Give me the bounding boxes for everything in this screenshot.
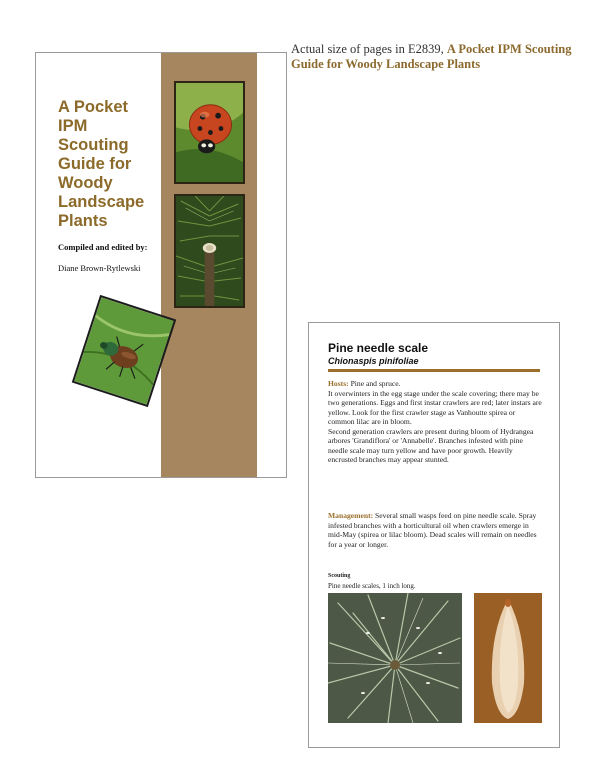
cover-title	[58, 98, 168, 231]
scale-closeup-photo	[474, 593, 542, 723]
ladybug-photo	[174, 81, 245, 184]
front-cover	[35, 52, 287, 478]
compiled-label: Compiled and edited by:	[58, 242, 148, 252]
cover-title-line: Woody	[58, 174, 113, 192]
cover-title-line: A Pocket	[58, 98, 128, 116]
hosts-text: Pine and spruce.	[350, 379, 401, 388]
photo-label: Scouting	[328, 573, 351, 579]
pine-needles-with-scale-photo	[328, 593, 462, 723]
hosts-label: Hosts:	[328, 379, 349, 388]
title-rule	[328, 369, 540, 372]
photo-caption: Pine needle scales, 1 inch long.	[328, 582, 416, 590]
management-section	[328, 511, 542, 549]
pine-needle-scale-photo	[174, 194, 245, 308]
page-title: Pine needle scale	[328, 341, 429, 355]
description-paragraph: Second generation crawlers are present during bloom of Hydrangea arbores 'Grandiflora' or 'Annabelle'. Branches infested with pine needle scale may turn yellow and have poor growth. Heavily encrusted branches may appear stunted.	[328, 426, 534, 464]
cover-title-line: IPM	[58, 117, 88, 135]
editor-name: Diane Brown-Rytlewski	[58, 263, 141, 273]
cover-title-line: Plants	[58, 212, 108, 230]
cover-title-line: Scouting	[58, 136, 129, 154]
cover-title-line: Guide for	[58, 155, 132, 173]
caption	[291, 42, 591, 72]
caption-prefix: Actual size of pages in E2839,	[291, 42, 444, 56]
sample-page	[308, 322, 560, 748]
management-text: Several small wasps feed on pine needle scale. Spray infested branches with a horticultural oil when crawlers emerge in mid-May (spirea or lilac bloom). Dead scales will remain on needles for a year or longer.	[328, 511, 537, 549]
hosts-section	[328, 379, 542, 465]
caption-title: A Pocket IPM Scouting Guide for Woody Landscape Plants	[291, 42, 572, 71]
scientific-name: Chionaspis pinifoliae	[328, 356, 419, 366]
cover-title-line: Landscape	[58, 193, 145, 211]
description-paragraph: It overwinters in the egg stage under the scale covering; there may be two generations. Eggs and first instar crawlers are red; later instars are yellow. Look for the first crawler stage as Vanhoutte spirea or common lilac are in bloom.	[328, 388, 542, 426]
management-label: Management:	[328, 511, 374, 520]
